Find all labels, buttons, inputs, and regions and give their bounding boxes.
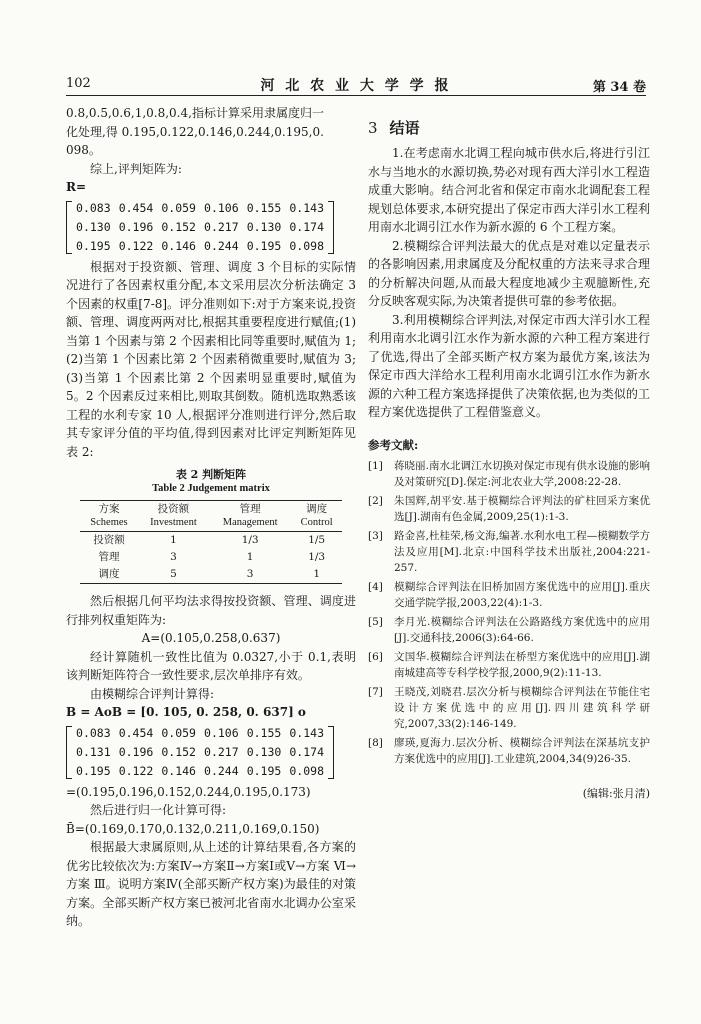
a-vector: A=(0.105,0.258,0.637) [141,631,281,645]
matrix-cell: 0.130 [246,744,282,759]
editor-note: (编辑:张月清) [582,787,650,800]
conclusion-3: 3.利用模糊综合评判法,对保定市西大洋引水工程利用南水北调引江水作为新水源的六种工程方案进行了优选,得出了全部买断产权方案为最优方案,该法为保定市西大洋给水工程利用南水北调引江水作为新水源的六种工程方案选择提供了决策依据,也为类似的工程方案优选提供了工程借鉴意义。 [368,312,650,419]
matrix-cell: 0.143 [289,725,324,740]
section-title: 结语 [389,119,420,137]
matrix-cell: 0.454 [118,725,154,740]
matrix-cell: 0.195 [246,763,282,778]
matrix-label: R= [66,180,87,194]
matrix-cell: 0.130 [76,219,111,234]
reference-text: 蒋晓丽.南水北调江水切换对保定市现有供水设施的影响及对策研究[D].保定:河北农业大学,2008:22-28. [394,460,650,488]
reference-number: [3] [368,530,383,542]
journal-title: 河 北 农 业 大 学 学 报 [260,78,452,94]
matrix-row [72,724,328,743]
table-cell: 3 [170,551,177,563]
matrix-row [72,199,328,218]
section-number: 3 [368,119,378,137]
table-row [80,566,342,584]
header-cn: 调度 [306,503,328,515]
paragraph: 经计算随机一致性比值为 0.0327,小于 0.1,表明该判断矩阵符合一致性要求,层次单排序有效。 [66,649,356,682]
matrix-cell: 0.152 [161,219,196,234]
matrix-cell: 0.195 [76,238,111,253]
reference-text: 路金喜,杜桂荣,杨文海,编著.水利水电工程—模糊数学方法及应用[M].北京:中国科学技术出版社,2004:221-257. [394,530,650,574]
table-cell: 3 [209,566,291,584]
matrix-cell: 0.130 [246,219,282,234]
table-cell: 5 [138,566,209,584]
section-heading [368,116,650,140]
reference-item [368,614,650,646]
matrix-cell: 0.195 [246,238,282,253]
paragraph: 根据最大隶属原则,从上述的计算结果看,各方案的优劣比较依次为:方案Ⅳ→方案Ⅱ→方案Ⅰ或Ⅴ→方案 Ⅵ→方案 Ⅲ。说明方案Ⅳ(全部买断产权方案)为最佳的对策方案。全部买断产权方案已被河北省南水北调办公室采纳。 [66,840,356,928]
matrix-cell: 0.196 [118,219,154,234]
header-cn: 方案 [98,503,120,515]
matrix-cell: 0.146 [161,763,196,778]
matrix-cell: 0.217 [204,744,239,759]
header-en: Investment [150,517,197,528]
references-list [368,458,650,767]
reference-item [368,735,650,767]
table-cell: 管理 [98,551,120,563]
paragraph: 然后进行归一化计算可得: [90,803,227,817]
matrix-cell: 0.098 [289,238,324,253]
table-cell: 1 [170,534,177,546]
matrix-cell: 0.143 [289,200,324,215]
reference-number: [2] [368,495,383,507]
table-header [209,501,291,532]
matrix-cell: 0.195 [76,763,111,778]
matrix-cell: 0.146 [161,238,196,253]
reference-number: [4] [368,581,383,593]
matrix-cell: 0.244 [204,763,239,778]
judgement-table [80,500,342,584]
table-cell: 1/5 [308,534,326,546]
matrix-cell: 0.083 [76,725,111,740]
b-normalized: B̄=(0.169,0.170,0.132,0.211,0.169,0.150) [66,821,320,836]
r-matrix [66,199,334,256]
paragraph-line: 098。 [66,143,101,157]
reference-text: 廖瑛,夏海力.层次分析、模糊综合评判法在深基坑支护方案优选中的应用[J].工业建筑,2004,34(9)26-35. [394,737,650,765]
conclusion-1: 1.在考虑南水北调工程向城市供水后,将进行引江水与当地水的水源切换,势必对现有西大洋引水工程造成重大影响。结合河北省和保定市南水北调配套工程规划总体要求,本研究提出了保定市西大洋引水工程利用南水北调引江水作为新水源的 6 个工程方案。 [368,146,650,234]
conclusion-2: 2.模糊综合评判法最大的优点是对难以定量表示的各影响因素,用隶属度及分配权重的方法来寻求合理的分析解决问题,从而最大程度地减少主观臆断性,充分反映客观实际,为决策者提供可靠的参考依据。 [368,238,650,308]
matrix-cell: 0.122 [118,238,154,253]
paragraph-line: 化处理,得 0.195,0.122,0.146,0.244,0.195,0. [66,124,324,139]
matrix-cell: 0.174 [289,219,324,234]
volume-label: 第 34 卷 [592,80,646,95]
table-cell: 调度 [80,566,138,584]
header-cn: 投资额 [157,503,190,515]
matrix-cell: 0.083 [76,200,111,215]
table-caption-en: Table 2 Judgement matrix [152,483,270,494]
matrix-cell: 0.217 [204,219,239,234]
matrix-row [72,218,328,237]
matrix-cell: 0.174 [289,744,324,759]
reference-text: 王晓茂,刘晓君.层次分析与模糊综合评判法在节能住宅设计方案优选中的应用[J].四川建筑科学研究,2007,33(2):146-149. [394,686,650,730]
table-header [138,501,209,532]
table-cell: 投资额 [93,534,125,546]
paragraph: 综上,评判矩阵为: [90,161,182,176]
reference-item [368,528,650,576]
matrix-cell: 0.098 [289,763,324,778]
paragraph: 由模糊综合评判计算得: [90,686,215,701]
reference-number: [8] [368,737,383,749]
reference-text: 李月光.模糊综合评判法在公路路线方案优选中的应用[J].交通科技,2006(3):64-66. [394,616,650,644]
left-column [66,104,356,931]
table-cell: 1 [246,551,254,563]
header-en: Schemes [90,517,128,528]
matrix-cell: 0.196 [118,744,154,759]
page-header [66,74,646,96]
matrix-cell: 0.106 [204,200,239,215]
table-cell: 1/3 [241,534,259,546]
matrix-cell: 0.131 [76,744,111,759]
paragraph: 根据对于投资额、管理、调度 3 个目标的实际情况进行了各因素权重分配,本文采用层次分析法确定 3 个因素的权重[7-8]。评分准则如下:对于方案来说,投资额、管理、调度两两对比,根据其重要程度进行赋值;(1)当第 1 个因素与第 2 个因素相比同等重要时,赋值为 1;(2)当第 1 个因素比第 2 个因素稍微重要时,赋值为 3;(3)当第 1 个因素比第 2 个因素明显重要时,赋值为 5。2 个因素反过来相比,则取其倒数。随机选取熟悉该工程的水利专家 10 人,根据评分准则进行评分,然后取其专家评分值的平均值,得到因素对比评定判断矩阵见表 2: [66,259,356,459]
table-caption-cn: 表 2 判断矩阵 [175,468,247,481]
reference-item [368,684,650,732]
right-column [368,116,650,804]
reference-number: [6] [368,651,383,663]
reference-text: 朱国辉,胡平安.基于模糊综合评判法的矿柱回采方案优选[J].湖南有色金属,2009,25(1):1-3. [394,495,650,523]
matrix-cell: 0.155 [246,200,282,215]
matrix-cell: 0.122 [118,763,154,778]
page-number: 102 [66,76,91,91]
matrix-cell: 0.454 [118,200,154,215]
references-heading: 参考文献: [368,437,419,452]
matrix-cell: 0.106 [204,725,239,740]
paragraph-line: 0.8,0.5,0.6,1,0.8,0.4,指标计算采用隶属度归一 [66,106,324,120]
reference-text: 模糊综合评判法在旧桥加固方案优选中的应用[J].重庆交通学院学报,2003,22(4):1-3. [394,581,650,609]
matrix-cell: 0.059 [161,725,196,740]
matrix-row [72,743,328,762]
reference-item [368,458,650,490]
b-matrix [66,724,334,781]
header-en: Management [222,517,278,528]
b-result: =(0.195,0.196,0.152,0.244,0.195,0.173) [66,784,311,799]
reference-number: [1] [368,460,383,472]
b-equation: B = AoB = [0. 105, 0. 258, 0. 637] o [66,705,306,719]
table-row [80,549,342,566]
table-header [80,501,138,532]
table-cell: 1 [291,566,342,584]
matrix-row [72,762,328,781]
paragraph: 然后根据几何平均法求得按投资额、管理、调度进行排列权重矩阵为: [66,594,356,627]
matrix-cell: 0.059 [161,200,196,215]
header-en: Control [300,517,333,528]
reference-text: 文国华.模糊综合评判法在桥型方案优选中的应用[J].湖南城建高等专科学校学报,2000,9(2):11-13. [394,651,650,679]
table-cell: 1/3 [308,551,326,563]
matrix-cell: 0.152 [161,744,196,759]
matrix-row [72,237,328,256]
reference-number: [7] [368,686,383,698]
reference-item [368,649,650,681]
table-header [291,501,342,532]
matrix-cell: 0.244 [204,238,239,253]
reference-item [368,579,650,611]
reference-item [368,493,650,525]
table-row [80,532,342,550]
reference-number: [5] [368,616,383,628]
header-cn: 管理 [239,503,261,515]
matrix-cell: 0.155 [246,725,282,740]
